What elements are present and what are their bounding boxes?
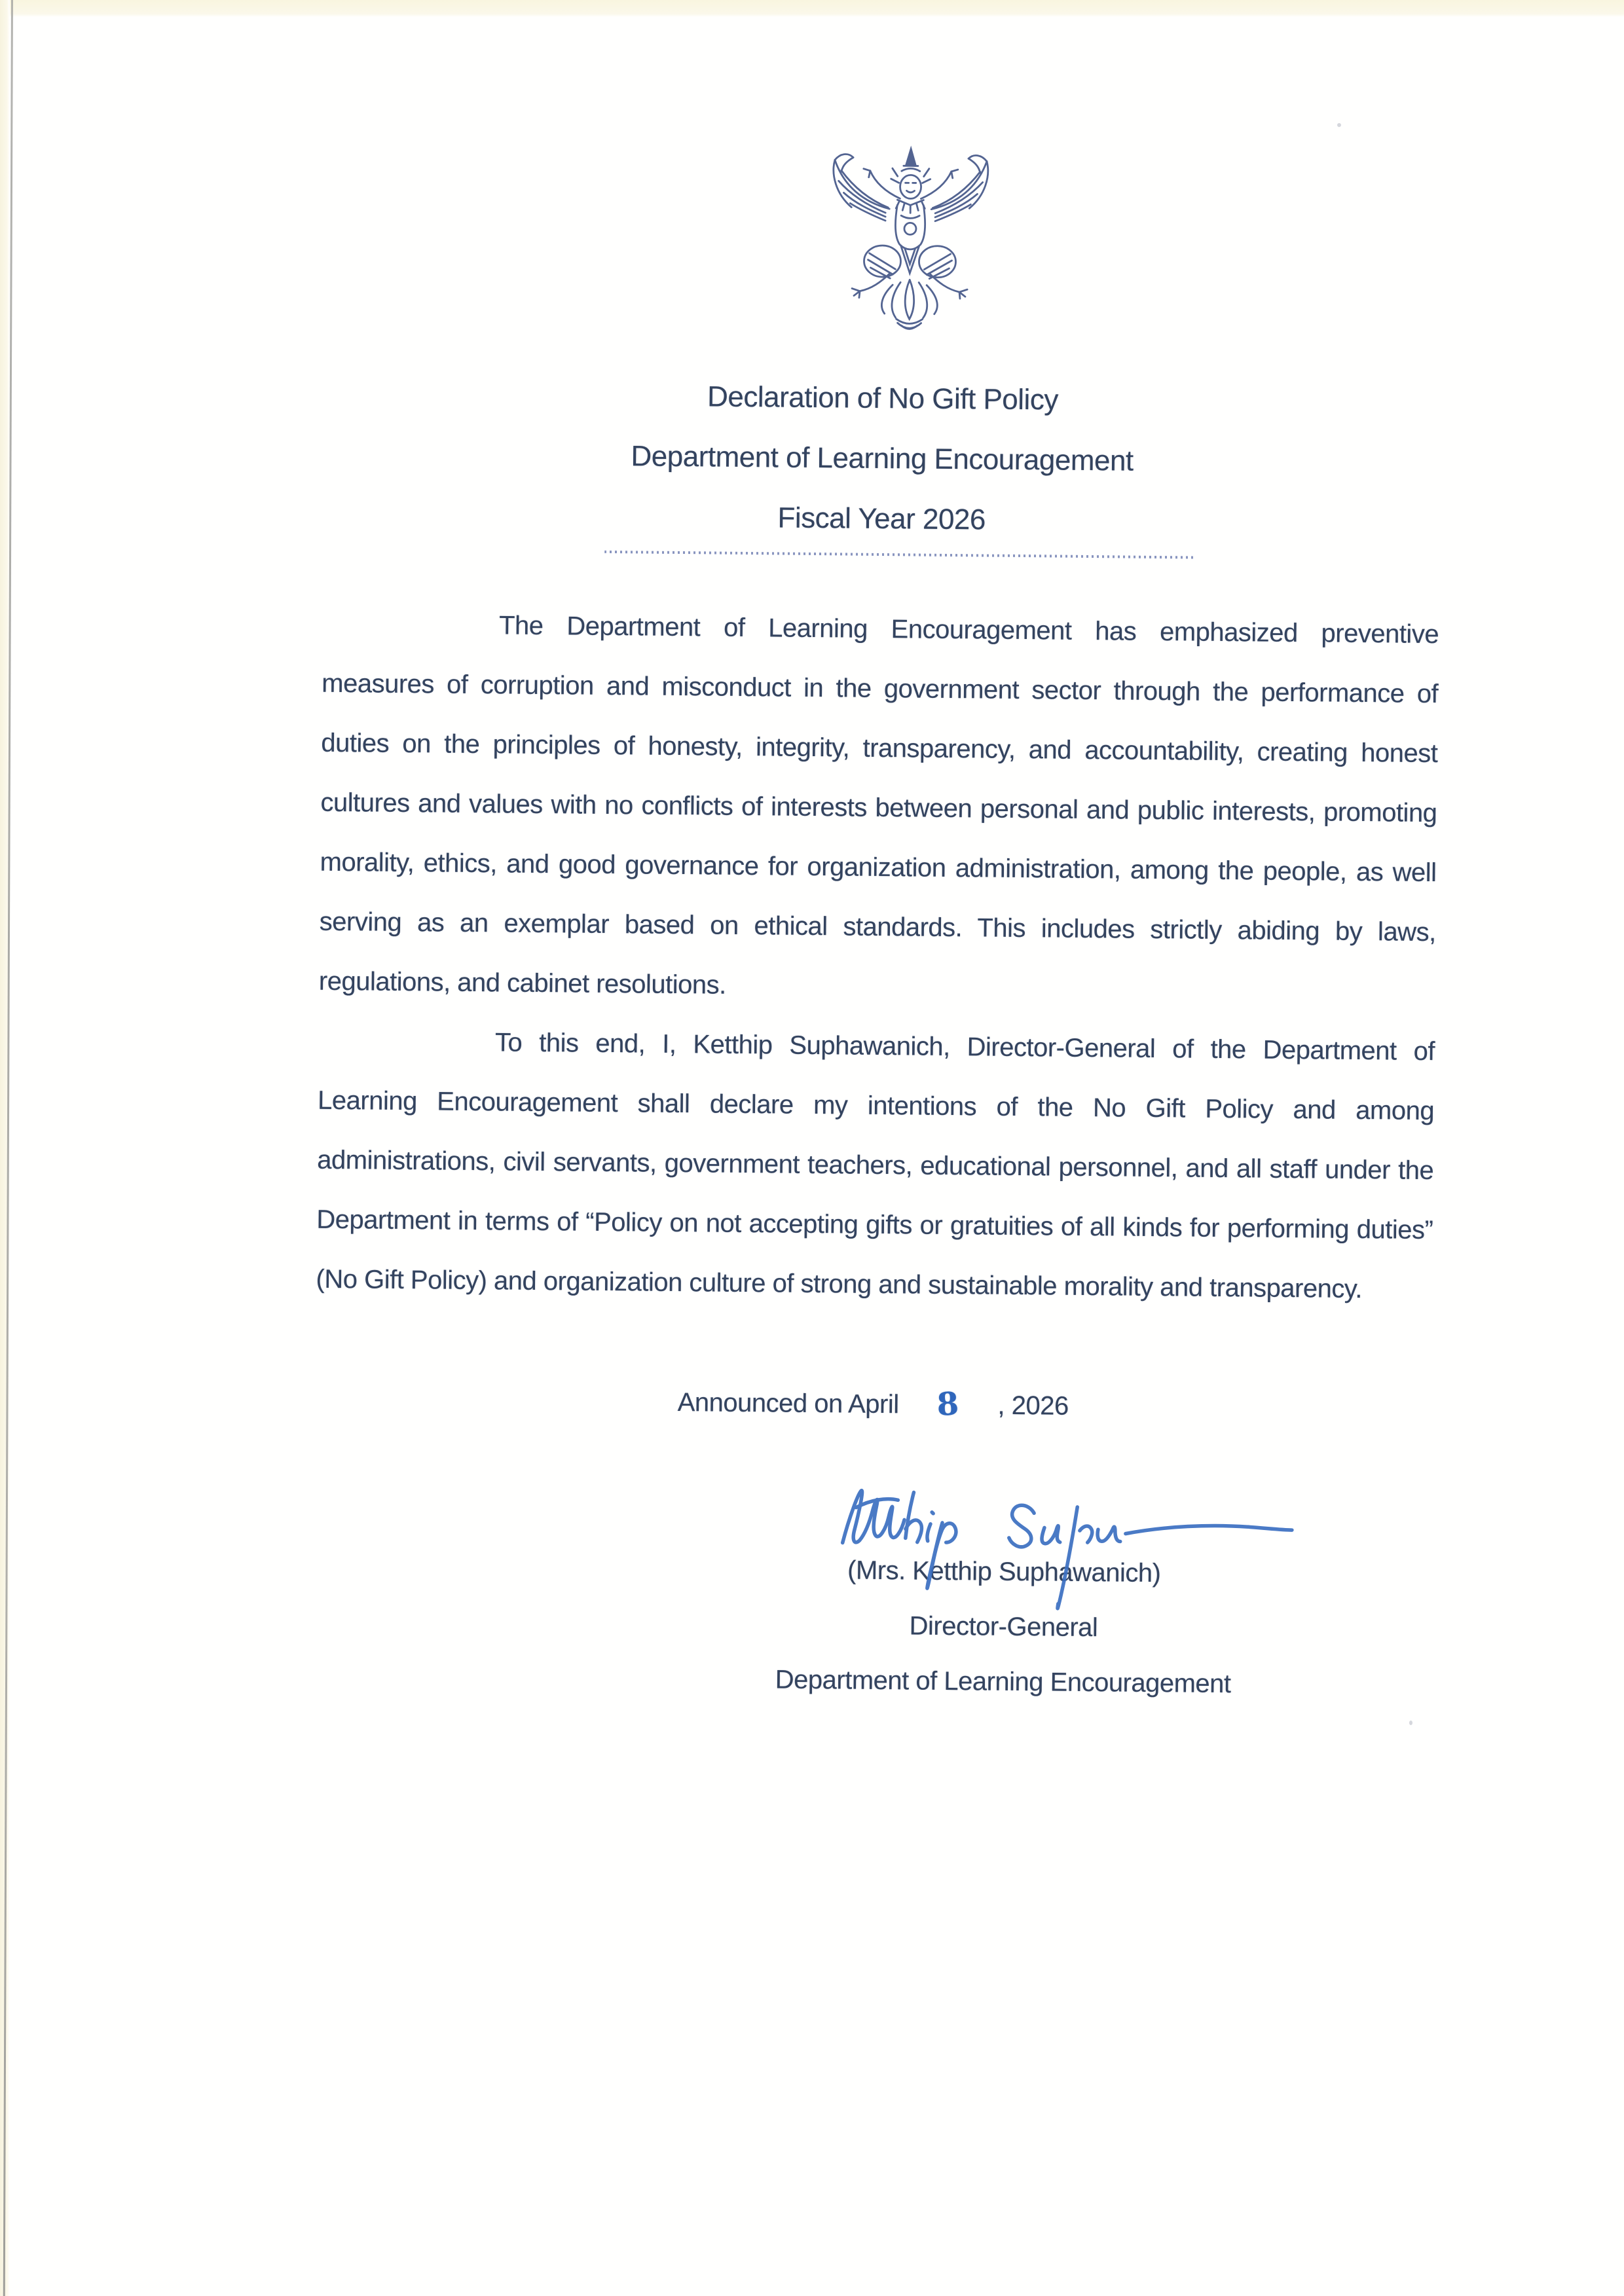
signatory-position: Director-General [909,1611,1098,1643]
signatory-organization: Department of Learning Encouragement [775,1665,1231,1699]
body-text [316,594,1439,1320]
department-name: Department of Learning Encouragement [631,440,1134,477]
signature-ink [817,1465,1316,1627]
announcement-day-handwritten: 8 [936,1385,959,1423]
announcement-line [314,1369,1431,1439]
announcement-prefix: Announced on April [677,1388,899,1419]
heading-block [323,363,1441,555]
garuda-emblem [811,144,1009,353]
paragraph: The Department of Learning Encouragement has emphasized preventive measures of corruption and misconduct in the government sector through the performance of duties on the principles of honesty, integrity, transparency, and accountability, creating honest cultures and values with no conflicts of interests between personal and public interests, promoting morality, ethics, and good governance for organization administration, among the people, as well serving as an exemplar based on ethical standards. This includes strictly abiding by laws, regulations, and cabinet resolutions. [318,611,1439,1000]
signatory-name: (Mrs. Ketthip Suphawanich) [847,1556,1161,1588]
dotted-separator [604,551,1194,559]
paragraph: To this end, I, Ketthip Suphawanich, Director-General of the Department of Learning Encouragement shall declare my intentions of the No Gift Policy and among administrations, civil servants, government teachers, educational personnel, and all staff under the Department in terms of “Policy on not accepting gifts or gratuities of all kinds for performing duties” (No Gift Policy) and organization culture of strong and sustainable morality and transparency. [316,1028,1435,1304]
document-title: Declaration of No Gift Policy [707,380,1059,416]
fiscal-year: Fiscal Year 2026 [777,501,986,536]
announcement-suffix: , 2026 [997,1391,1069,1421]
